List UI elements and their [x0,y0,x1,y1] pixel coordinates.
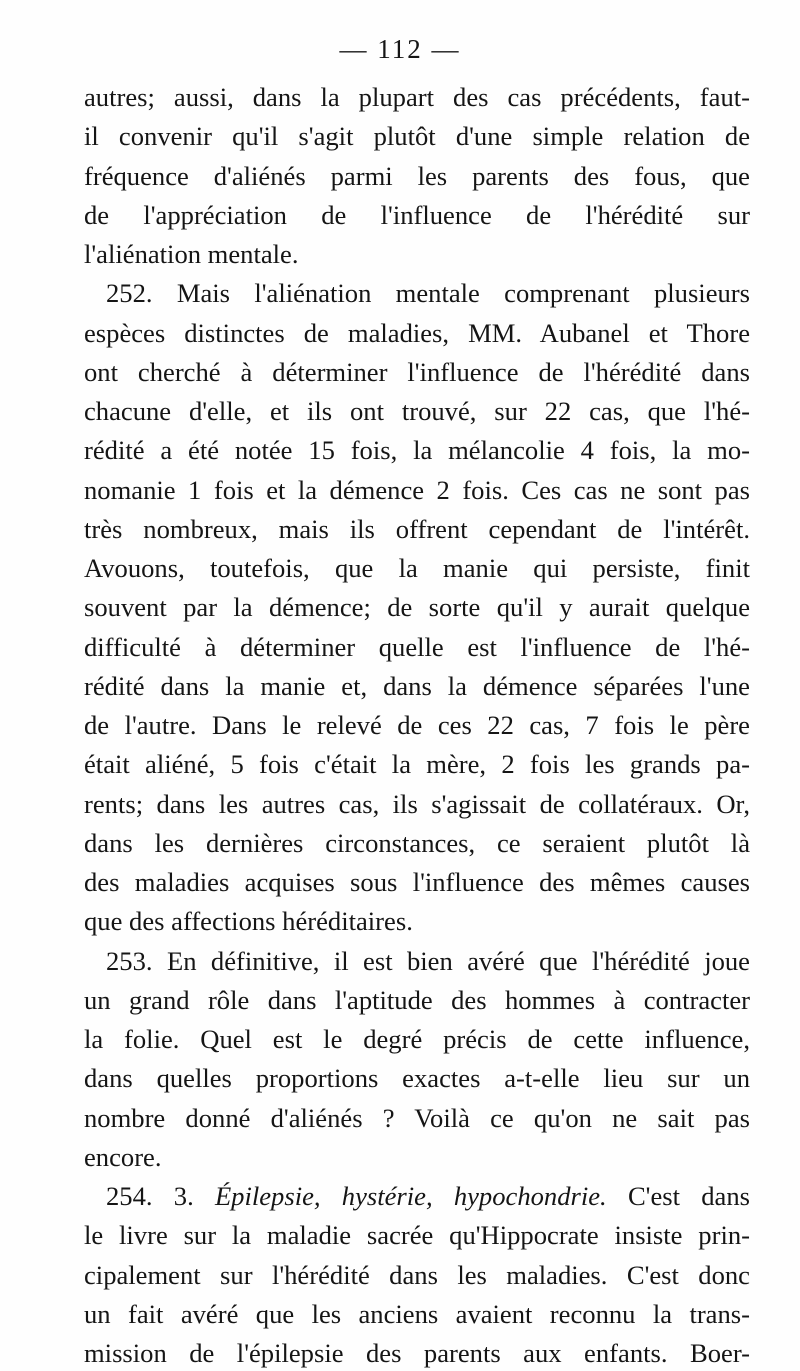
text-line: un fait avéré que les anciens avaient reconnu la trans- [84,1298,750,1329]
text-line: rédité a été notée 15 fois, la mélancolie 4 fois, la mo- [84,435,750,466]
text-line: très nombreux, mais ils offrent cependant de l'intérêt. [84,513,750,544]
text-line: chacune d'elle, et ils ont trouvé, sur 22 cas, que l'hé- [84,396,750,426]
text-line: encore. [84,1141,162,1172]
text-line: rédité dans la manie et, dans la démence séparées l'une [84,670,750,701]
paragraph-254-first-line [84,1177,750,1216]
text-line: dans les dernières circonstances, ce seraient plutôt là [84,827,750,858]
text-line: difficulté à déterminer quelle est l'influence de l'hé- [84,631,750,662]
text-line: le livre sur la maladie sacrée qu'Hippocrate insiste prin- [84,1220,750,1251]
paragraph-number: 254. 3. [106,1181,215,1211]
text-line: 253. En définitive, il est bien avéré que l'hérédité joue [106,945,750,976]
text-line: cipalement sur l'hérédité dans les maladies. C'est donc [84,1259,750,1290]
text-fragment: C'est dans [606,1181,750,1211]
text-line: la folie. Quel est le degré précis de cette influence, [84,1024,750,1054]
text-line: un grand rôle dans l'aptitude des hommes à contracter [84,984,750,1015]
text-line: il convenir qu'il s'agit plutôt d'une simple relation de [84,121,750,152]
body-text [84,78,750,1371]
text-line: de l'appréciation de l'influence de l'hérédité sur [84,199,750,230]
text-line: était aliéné, 5 fois c'était la mère, 2 fois les grands pa- [84,749,750,780]
text-line: Avouons, toutefois, que la manie qui persiste, finit [84,553,750,583]
text-line: 252. Mais l'aliénation mentale comprenant plusieurs [106,278,750,309]
text-line: fréquence d'aliénés parmi les parents des fous, que [84,160,750,191]
page-number: — 112 — [339,34,461,64]
text-line: l'aliénation mentale. [84,239,299,269]
text-line: espèces distinctes de maladies, MM. Aubanel et Thore [84,317,750,348]
text-line: dans quelles proportions exactes a-t-elle lieu sur un [84,1063,750,1094]
text-line: rents; dans les autres cas, ils s'agissait de collatéraux. Or, [84,788,750,819]
text-line: ont cherché à déterminer l'influence de l'hérédité dans [84,356,750,387]
text-line: nomanie 1 fois et la démence 2 fois. Ces cas ne sont pas [84,474,750,505]
text-line: mission de l'épilepsie des parents aux enfants. Boer- [84,1338,750,1368]
text-line: des maladies acquises sous l'influence des mêmes causes [84,867,750,897]
section-title: Épilepsie, hystérie, hypochondrie. [214,1181,607,1211]
text-line: que des affections héréditaires. [84,906,413,937]
text-line: de l'autre. Dans le relevé de ces 22 cas, 7 fois le père [84,710,750,740]
text-line: nombre donné d'aliénés ? Voilà ce qu'on ne sait pas [84,1102,750,1133]
text-line: souvent par la démence; de sorte qu'il y aurait quelque [84,592,750,623]
text-line: autres; aussi, dans la plupart des cas précédents, faut- [84,82,750,112]
